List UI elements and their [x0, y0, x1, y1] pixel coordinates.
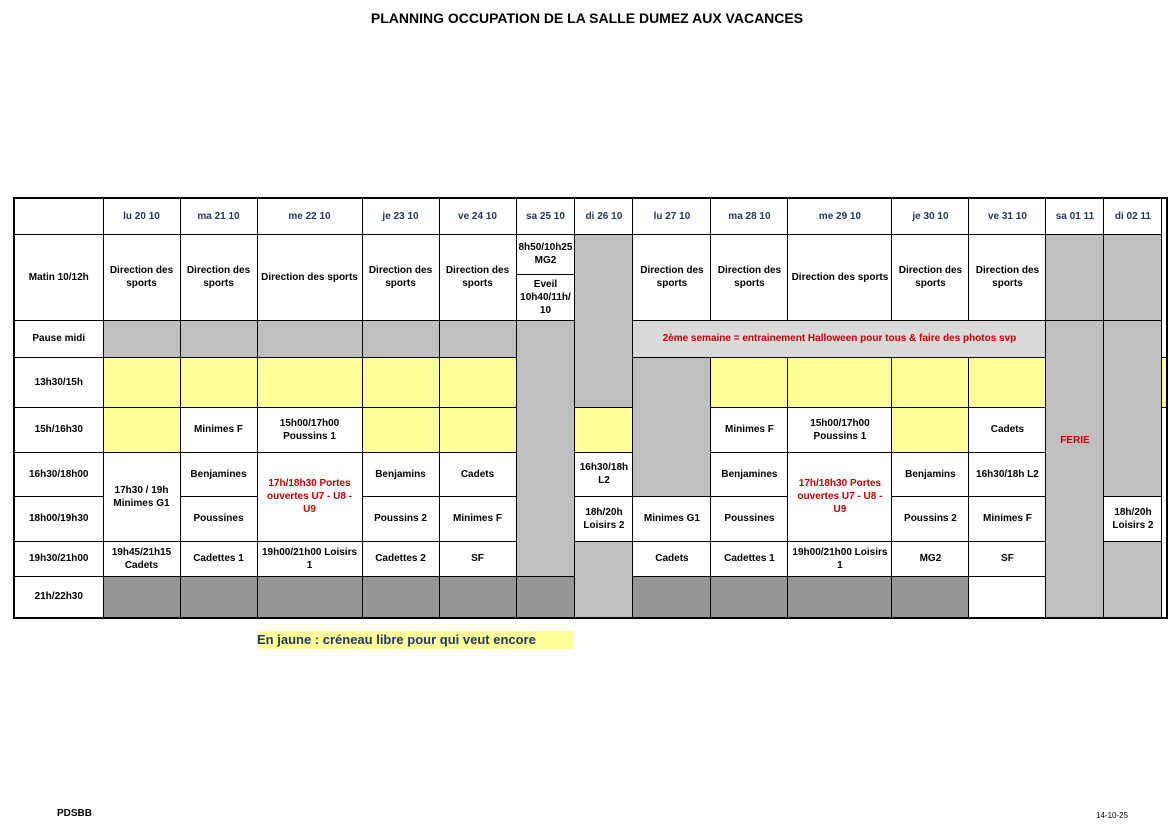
schedule-cell: 15h00/17h00 Poussins 1 — [257, 407, 362, 452]
schedule-cell: Direction des sports — [788, 234, 892, 320]
schedule-cell: Eveil 10h40/11h/ 10 — [516, 274, 575, 320]
row-1630 — [14, 452, 1167, 496]
free-cell — [892, 407, 969, 452]
schedule-cell: Poussines — [180, 496, 257, 541]
row-1930 — [14, 541, 1167, 576]
legend-note: En jaune : créneau libre pour qui veut encore — [257, 631, 573, 649]
free-cell — [439, 357, 516, 407]
schedule-cell: 16h30/18h L2 — [575, 452, 633, 496]
schedule-cell: 16h30/18h L2 — [969, 452, 1046, 496]
schedule-cell: Direction des sports — [711, 234, 788, 320]
schedule-cell: Cadets — [633, 541, 711, 576]
slot-label: 21h/22h30 — [14, 576, 103, 618]
schedule-cell: SF — [969, 541, 1046, 576]
ferie-label: FERIE — [1060, 435, 1090, 447]
row-1800 — [14, 496, 1167, 541]
schedule-cell: Poussins 2 — [362, 496, 439, 541]
schedule-cell: Benjamins — [892, 452, 969, 496]
day-header: lu 27 10 — [633, 198, 711, 234]
schedule-cell: Direction des sports — [362, 234, 439, 320]
schedule-cell: SF — [439, 541, 516, 576]
day-header: ve 31 10 — [969, 198, 1046, 234]
schedule-cell: Benjamines — [180, 452, 257, 496]
closed-cell — [892, 576, 969, 618]
schedule-cell: Minimes F — [711, 407, 788, 452]
closed-cell — [788, 576, 892, 618]
closed-cell — [575, 541, 633, 618]
schedule-table — [13, 197, 1168, 619]
closed-cell — [439, 320, 516, 357]
schedule-cell: Cadets — [439, 452, 516, 496]
closed-cell — [103, 576, 180, 618]
day-header: di 02 11 — [1104, 198, 1162, 234]
closed-cell — [257, 576, 362, 618]
closed-cell — [633, 576, 711, 618]
closed-cell — [180, 320, 257, 357]
schedule-cell: 8h50/10h25 MG2 — [516, 234, 575, 274]
schedule-cell: Benjamins — [362, 452, 439, 496]
page-title: PLANNING OCCUPATION DE LA SALLE DUMEZ AUX VACANCES — [370, 10, 804, 26]
free-cell — [711, 357, 788, 407]
schedule-cell: Cadettes 1 — [180, 541, 257, 576]
free-cell — [439, 407, 516, 452]
schedule-cell: Minimes F — [439, 496, 516, 541]
footer-date: 14-10-25 — [1096, 811, 1129, 820]
day-header: sa 25 10 — [516, 198, 575, 234]
schedule-cell: 19h00/21h00 Loisirs 1 — [788, 541, 892, 576]
schedule-cell: 19h00/21h00 Loisirs 1 — [257, 541, 362, 576]
schedule-cell: Minimes F — [180, 407, 257, 452]
free-cell — [575, 407, 633, 452]
day-header: sa 01 11 — [1046, 198, 1104, 234]
schedule-cell: MG2 — [892, 541, 969, 576]
corner-cell — [14, 198, 103, 234]
free-cell — [257, 357, 362, 407]
schedule-cell: 17h30 / 19h Minimes G1 — [103, 452, 180, 541]
closed-cell — [1104, 541, 1162, 618]
day-header: ve 24 10 — [439, 198, 516, 234]
closed-cell — [257, 320, 362, 357]
schedule-cell: Direction des sports — [180, 234, 257, 320]
closed-cell — [362, 320, 439, 357]
schedule-cell: Direction des sports — [439, 234, 516, 320]
slot-label: Matin 10/12h — [14, 234, 103, 320]
schedule-cell: Direction des sports — [633, 234, 711, 320]
schedule-cell: Direction des sports — [892, 234, 969, 320]
schedule-cell: 19h45/21h15 Cadets — [103, 541, 180, 576]
schedule-cell: Cadets — [969, 407, 1046, 452]
schedule-cell: 18h/20h Loisirs 2 — [1104, 496, 1162, 541]
free-cell — [180, 357, 257, 407]
schedule-cell: Direction des sports — [969, 234, 1046, 320]
schedule-cell: 15h00/17h00 Poussins 1 — [788, 407, 892, 452]
footer-left: PDSBB — [57, 808, 93, 819]
free-cell — [1162, 357, 1168, 407]
schedule-cell: Poussins 2 — [892, 496, 969, 541]
row-1500 — [14, 407, 1167, 452]
slot-label: 18h00/19h30 — [14, 496, 103, 541]
free-cell — [103, 357, 180, 407]
slot-label: Pause midi — [14, 320, 103, 357]
closed-cell — [1046, 234, 1104, 320]
free-cell — [362, 407, 439, 452]
day-header: je 30 10 — [892, 198, 969, 234]
free-cell — [103, 407, 180, 452]
closed-cell — [103, 320, 180, 357]
row-matin — [14, 234, 1167, 274]
closed-cell — [633, 357, 711, 496]
day-header: je 23 10 — [362, 198, 439, 234]
schedule-cell: Minimes G1 — [633, 496, 711, 541]
day-header: ma 28 10 — [711, 198, 788, 234]
day-header: lu 20 10 — [103, 198, 180, 234]
schedule-cell: Direction des sports — [103, 234, 180, 320]
schedule-cell: 18h/20h Loisirs 2 — [575, 496, 633, 541]
slot-label: 13h30/15h — [14, 357, 103, 407]
slot-label: 19h30/21h00 — [14, 541, 103, 576]
day-header: me 22 10 — [257, 198, 362, 234]
free-cell — [788, 357, 892, 407]
schedule-cell: Cadettes 2 — [362, 541, 439, 576]
slot-label: 16h30/18h00 — [14, 452, 103, 496]
schedule-cell-red: 17h/18h30 Portes ouvertes U7 - U8 - U9 — [257, 452, 362, 541]
closed-cell — [575, 234, 633, 407]
free-cell — [969, 357, 1046, 407]
schedule-cell: Minimes F — [969, 496, 1046, 541]
closed-cell — [1104, 234, 1162, 320]
closed-cell — [362, 576, 439, 618]
schedule-cell: Direction des sports — [257, 234, 362, 320]
closed-cell — [1104, 320, 1162, 496]
schedule-cell: Cadettes 1 — [711, 541, 788, 576]
ferie-cell — [1046, 320, 1104, 618]
closed-cell — [439, 576, 516, 618]
schedule-cell: Poussines — [711, 496, 788, 541]
closed-cell — [711, 576, 788, 618]
schedule-cell-red: 17h/18h30 Portes ouvertes U7 - U8 - U9 — [788, 452, 892, 541]
day-header: di 26 10 — [575, 198, 633, 234]
closed-cell — [180, 576, 257, 618]
day-header: me 29 10 — [788, 198, 892, 234]
header-row — [14, 198, 1167, 234]
day-header: ma 21 10 — [180, 198, 257, 234]
halloween-note: 2ème semaine = entrainement Halloween pour tous & faire des photos svp — [633, 320, 1046, 357]
free-cell — [892, 357, 969, 407]
schedule-cell: Benjamines — [711, 452, 788, 496]
free-cell — [362, 357, 439, 407]
slot-label: 15h/16h30 — [14, 407, 103, 452]
closed-cell — [516, 576, 575, 618]
closed-cell — [516, 320, 575, 576]
